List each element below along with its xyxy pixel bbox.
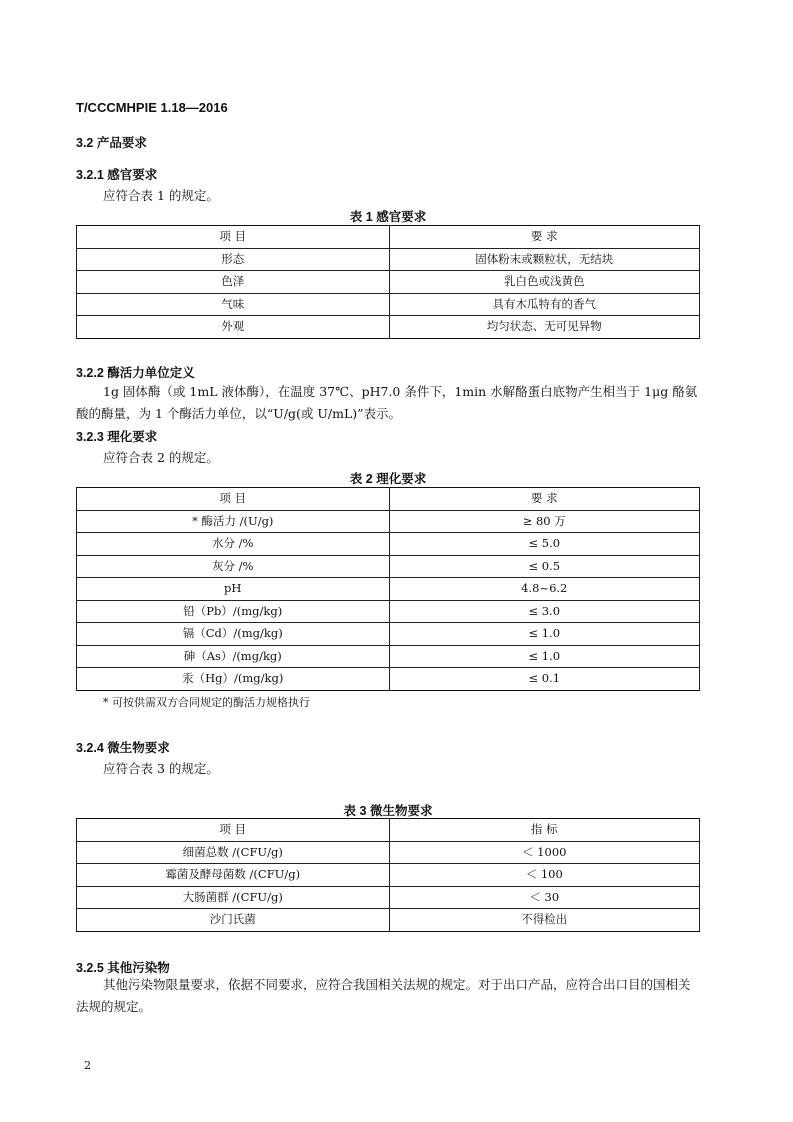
cell-item: 水分 /% [77, 533, 390, 556]
cell-value: ≤ 3.0 [389, 600, 700, 623]
table-row [77, 886, 700, 909]
section-3-2-title: 3.2 产品要求 [76, 136, 147, 150]
table-2-physicochemical [76, 487, 700, 691]
table-row [77, 578, 700, 601]
table-row [77, 555, 700, 578]
col-header-requirement: 要 求 [389, 226, 700, 249]
cell-value: ≤ 0.1 [389, 668, 700, 691]
cell-value: ＜ 100 [389, 864, 700, 887]
table-header-row [77, 819, 700, 842]
cell-value: 具有木瓜特有的香气 [389, 293, 700, 316]
cell-item: 大肠菌群 /(CFU/g) [77, 886, 390, 909]
cell-item: pH [77, 578, 390, 601]
section-3-2-4-intro: 应符合表 3 的规定。 [103, 761, 219, 776]
section-3-2-1-title: 3.2.1 感官要求 [76, 168, 158, 182]
col-header-item: 项 目 [77, 226, 390, 249]
table-row [77, 316, 700, 339]
table-1-caption: 表 1 感官要求 [349, 210, 427, 224]
table-3-microbial [76, 818, 700, 932]
cell-item: 形态 [77, 248, 390, 271]
table-row [77, 909, 700, 932]
table-3-caption: 表 3 微生物要求 [343, 804, 433, 818]
cell-value: ≤ 5.0 [389, 533, 700, 556]
table-row [77, 248, 700, 271]
cell-item: 灰分 /% [77, 555, 390, 578]
col-header-item: 项 目 [77, 488, 390, 511]
page-number: 2 [84, 1059, 91, 1072]
cell-value: ≥ 80 万 [389, 510, 700, 533]
col-header-indicator: 指 标 [389, 819, 700, 842]
document-id: T/CCCMHPIE 1.18—2016 [76, 100, 228, 115]
cell-item: 砷（As）/(mg/kg) [77, 645, 390, 668]
table-row [77, 271, 700, 294]
table-header-row [77, 488, 700, 511]
col-header-requirement: 要 求 [389, 488, 700, 511]
cell-item: 汞（Hg）/(mg/kg) [77, 668, 390, 691]
cell-value: ≤ 1.0 [389, 623, 700, 646]
table-2-caption: 表 2 理化要求 [349, 472, 427, 486]
table-row [77, 533, 700, 556]
section-3-2-2-title: 3.2.2 酶活力单位定义 [76, 366, 195, 380]
table-2-footnote: * 可按供需双方合同规定的酶活力规格执行 [103, 696, 310, 709]
section-3-2-4-title: 3.2.4 微生物要求 [76, 741, 170, 755]
cell-item: 气味 [77, 293, 390, 316]
section-3-2-2-text: 1g 固体酶（或 1mL 液体酶），在温度 37℃、pH7.0 条件下，1min 水解酪蛋白底物产生相当于 1μg 酪氨酸的酶量，为 1 个酶活力单位，以“U/g(或 U/mL)”表示。 [76, 384, 698, 421]
table-row [77, 864, 700, 887]
cell-value: ≤ 0.5 [389, 555, 700, 578]
cell-item: 细菌总数 /(CFU/g) [77, 841, 390, 864]
table-row [77, 293, 700, 316]
cell-value: 不得检出 [389, 909, 700, 932]
cell-item: 镉（Cd）/(mg/kg) [77, 623, 390, 646]
cell-value: 固体粉末或颗粒状，无结块 [389, 248, 700, 271]
section-3-2-5-title: 3.2.5 其他污染物 [76, 961, 170, 975]
col-header-item: 项 目 [77, 819, 390, 842]
cell-item: 霉菌及酵母菌数 /(CFU/g) [77, 864, 390, 887]
table-row [77, 668, 700, 691]
section-3-2-1-intro: 应符合表 1 的规定。 [103, 188, 219, 203]
cell-item: 外观 [77, 316, 390, 339]
cell-item: 沙门氏菌 [77, 909, 390, 932]
section-3-2-5-text: 其他污染物限量要求，依据不同要求，应符合我国相关法规的规定。对于出口产品，应符合出口目的国相关法规的规定。 [76, 977, 691, 1014]
cell-item: 色泽 [77, 271, 390, 294]
cell-value: 4.8~6.2 [389, 578, 700, 601]
table-row [77, 600, 700, 623]
cell-value: 乳白色或浅黄色 [389, 271, 700, 294]
cell-value: ＜ 1000 [389, 841, 700, 864]
table-header-row [77, 226, 700, 249]
cell-item: * 酶活力 /(U/g) [77, 510, 390, 533]
table-row [77, 645, 700, 668]
cell-item: 铅（Pb）/(mg/kg) [77, 600, 390, 623]
cell-value: 均匀状态、无可见异物 [389, 316, 700, 339]
table-1-sensory [76, 225, 700, 339]
cell-value: ≤ 1.0 [389, 645, 700, 668]
table-row [77, 841, 700, 864]
table-row [77, 623, 700, 646]
table-row [77, 510, 700, 533]
cell-value: ＜ 30 [389, 886, 700, 909]
section-3-2-3-title: 3.2.3 理化要求 [76, 430, 158, 444]
section-3-2-3-intro: 应符合表 2 的规定。 [103, 450, 219, 465]
